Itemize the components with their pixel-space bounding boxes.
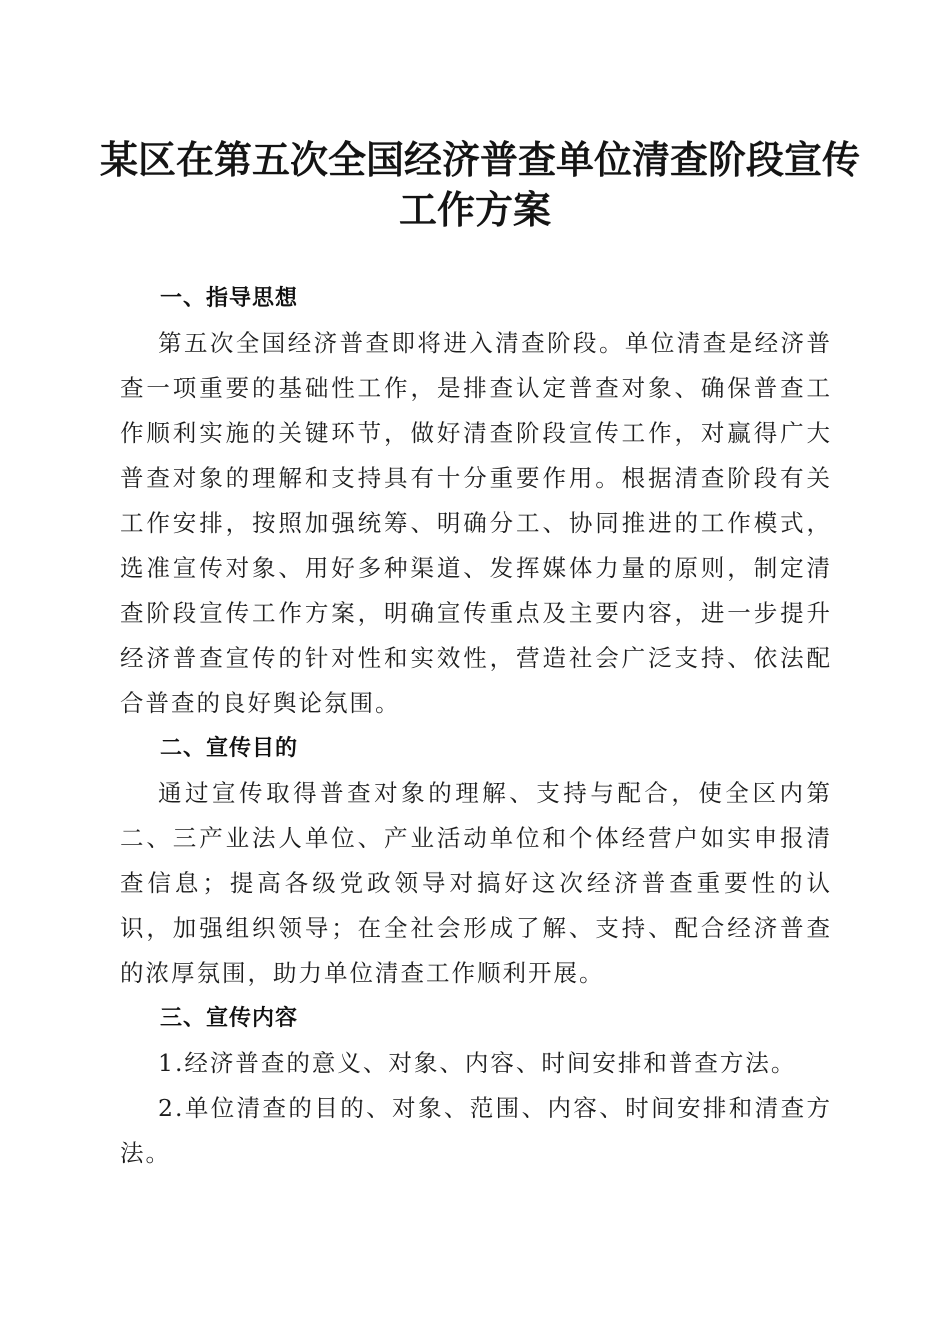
section-heading-guiding-ideology: 一、指导思想 bbox=[160, 286, 299, 311]
paragraph-guiding-ideology: 第五次全国经济普查即将进入清查阶段。单位清查是经济普查一项重要的基础性工作，是排查认定普查对象、确保普查工作顺利实施的关键环节，做好清查阶段宣传工作，对赢得广大普查对象的理解和支持具有十分重要作用。根据清查阶段有关工作安排，按照加强统筹、明确分工、协同推进的工作模式，选准宣传对象、用好多种渠道、发挥媒体力量的原则，制定清查阶段宣传工作方案，明确宣传重点及主要内容，进一步提升经济普查宣传的针对性和实效性，营造社会广泛支持、依法配合普查的良好舆论氛围。 bbox=[120, 329, 832, 717]
title-line-1: 某区在第五次全国经济普查单位清查阶段宣传 bbox=[100, 137, 861, 182]
content-item-2: 2.单位清查的目的、对象、范围、内容、时间安排和清查方法。 bbox=[120, 1094, 832, 1167]
title-line-2: 工作方案 bbox=[398, 187, 551, 232]
section-heading-content: 三、宣传内容 bbox=[160, 1006, 299, 1031]
document-body bbox=[120, 276, 832, 1176]
document-title bbox=[100, 135, 861, 235]
section-heading-purpose: 二、宣传目的 bbox=[160, 736, 299, 761]
content-item-1: 1.经济普查的意义、对象、内容、时间安排和普查方法。 bbox=[158, 1049, 797, 1077]
paragraph-purpose: 通过宣传取得普查对象的理解、支持与配合，使全区内第二、三产业法人单位、产业活动单位和个体经营户如实申报清查信息；提高各级党政领导对搞好这次经济普查重要性的认识，加强组织领导；在全社会形成了解、支持、配合经济普查的浓厚氛围，助力单位清查工作顺利开展。 bbox=[120, 779, 832, 987]
